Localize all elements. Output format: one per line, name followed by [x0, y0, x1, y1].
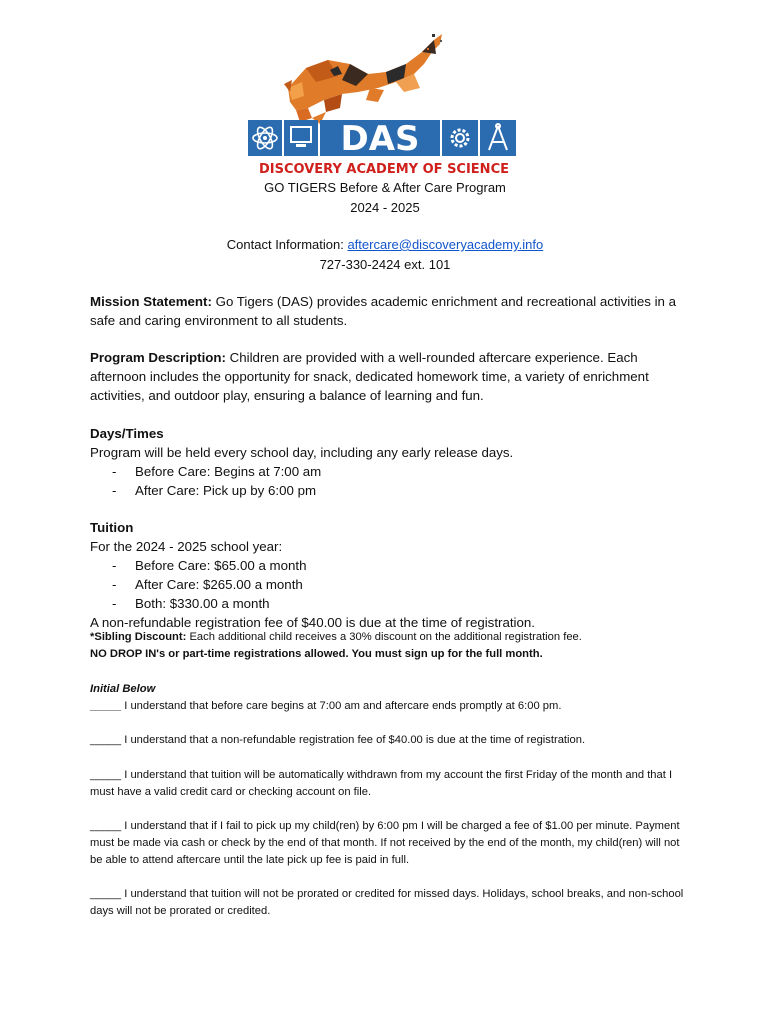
list-item: - After Care: Pick up by 6:00 pm	[112, 483, 317, 498]
contact-email-link[interactable]: aftercare@discoveryacademy.info	[347, 237, 544, 252]
mission-label: Mission Statement:	[90, 294, 212, 309]
tuition-heading: Tuition	[90, 520, 134, 535]
contact-line	[0, 236, 770, 254]
program-description	[90, 348, 680, 405]
list-item: - Before Care: Begins at 7:00 am	[112, 464, 322, 479]
list-item: - After Care: $265.00 a month	[112, 577, 303, 592]
initial-blank[interactable]: _____	[90, 734, 122, 746]
days-heading: Days/Times	[90, 426, 164, 441]
logo-tagline: DISCOVERY ACADEMY OF SCIENCE	[258, 162, 510, 177]
tiger-icon	[284, 34, 442, 124]
initial-item: _____ I understand that before care begins at 7:00 am and aftercare ends promptly at 6:00 pm.	[90, 700, 562, 712]
mission-text: Go Tigers (DAS) provides academic enrichment and recreational activities in a safe and caring environment to all students.	[90, 294, 677, 328]
days-intro: Program will be held every school day, including any early release days.	[90, 445, 514, 460]
tuition-intro: For the 2024 - 2025 school year:	[90, 539, 283, 554]
mission-statement	[90, 292, 680, 330]
program-year: 2024 - 2025	[350, 200, 420, 215]
contact-phone: 727-330-2424 ext. 101	[319, 257, 451, 272]
contact-label: Contact Information:	[226, 237, 348, 252]
initial-item: _____ I understand that tuition will not be prorated or credited for missed days. Holidays, school breaks, and non-school days will not be prorated or credited.	[90, 888, 684, 917]
program-label: Program Description:	[90, 350, 226, 365]
initial-blank[interactable]: _____	[90, 700, 122, 712]
registration-fee-note: A non-refundable registration fee of $40.00 is due at the time of registration.	[90, 615, 535, 630]
days-times-section	[90, 424, 680, 500]
list-item: - Both: $330.00 a month	[112, 596, 270, 611]
initial-item: _____ I understand that tuition will be automatically withdrawn from my account the first Friday of the month and that I must have a valid credit card or checking account on file.	[90, 769, 673, 798]
sibling-text: Each additional child receives a 30% discount on the additional registration fee.	[186, 631, 582, 643]
no-drop-in-notice: NO DROP IN's or part-time registrations allowed. You must sign up for the full month.	[90, 648, 543, 660]
initial-blank[interactable]: _____	[90, 888, 122, 900]
compass-icon	[480, 120, 516, 156]
initial-item: _____ I understand that a non-refundable registration fee of $40.00 is due at the time of registration.	[90, 734, 586, 746]
program-title: GO TIGERS Before & After Care Program	[264, 180, 506, 195]
sibling-label: *Sibling Discount:	[90, 631, 187, 643]
list-item: - Before Care: $65.00 a month	[112, 558, 307, 573]
logo-letters: DAS	[340, 119, 420, 159]
initial-blank[interactable]: _____	[90, 820, 122, 832]
initial-blank[interactable]: _____	[90, 769, 122, 781]
das-logo	[246, 30, 522, 178]
initial-item: _____ I understand that if I fail to pick up my child(ren) by 6:00 pm I will be charged a fee of $1.00 per minute. Payment must be made via cash or check by the end of that month. If not received by the end of the month, my child(ren) will not be able to attend aftercare until the late pick up fee is paid in full.	[90, 820, 680, 866]
program-text: Children are provided with a well-rounded aftercare experience. Each afternoon includes the opportunity for snack, dedicated homework time, a variety of enrichment activities, and outdoor play, ensuring a balance of learning and fun.	[90, 350, 649, 403]
tiger-logo-image	[246, 30, 522, 178]
gear-icon	[442, 120, 478, 156]
sibling-discount	[90, 629, 690, 646]
tuition-section	[90, 518, 680, 632]
initial-below-heading: Initial Below	[90, 683, 156, 695]
monitor-icon	[284, 120, 318, 156]
